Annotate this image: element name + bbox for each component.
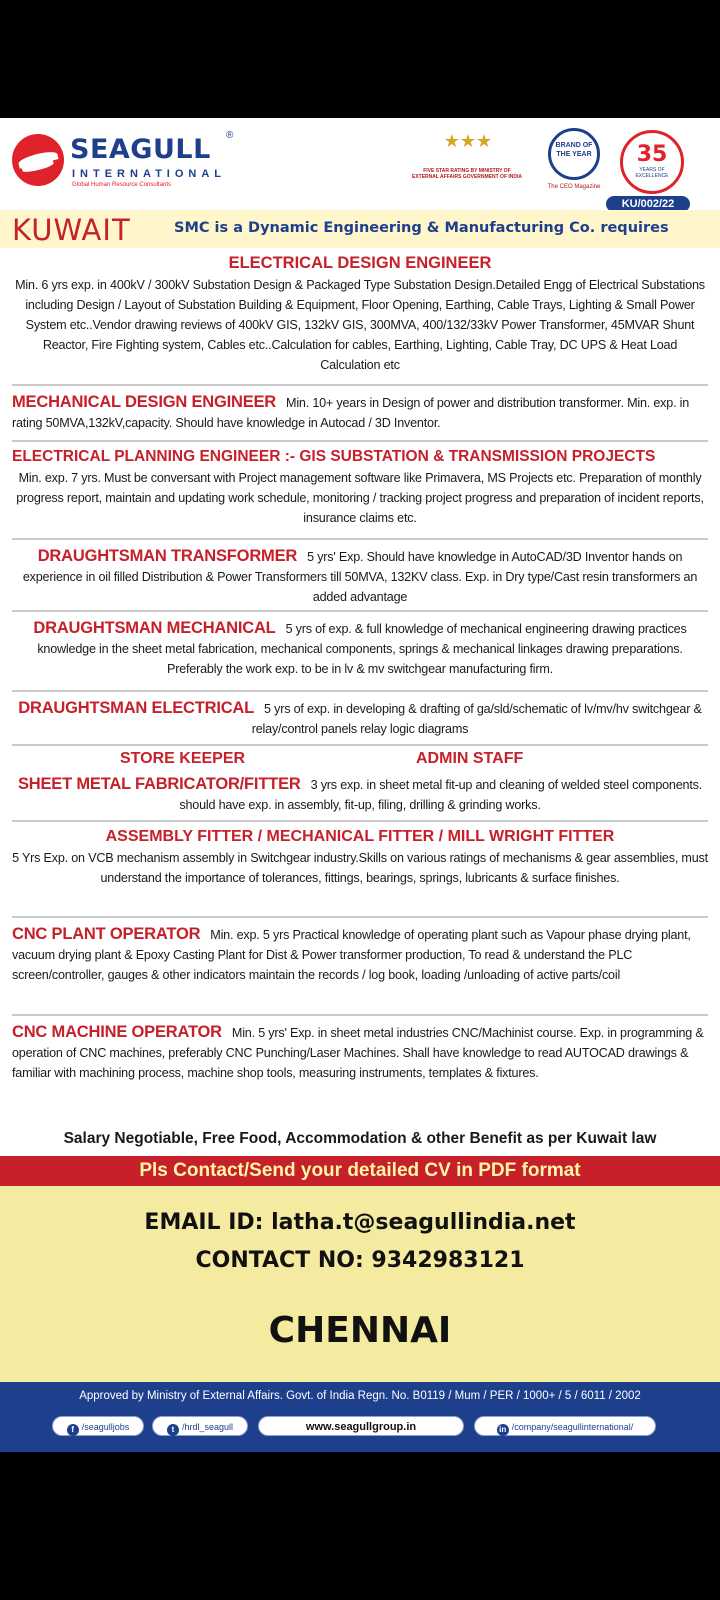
- job-mechanical-design-engineer: [12, 392, 708, 442]
- job-electrical-planning-engineer: [12, 448, 708, 540]
- country-banner: [0, 210, 720, 248]
- job-title: MECHANICAL DESIGN ENGINEER: [12, 393, 277, 411]
- job-cnc-plant-operator: [12, 924, 708, 1016]
- job-title: CNC MACHINE OPERATOR: [12, 1023, 222, 1041]
- contact-city: CHENNAI: [268, 1310, 452, 1351]
- ad-footer: [0, 1382, 720, 1452]
- company-intro: SMC is a Dynamic Engineering & Manufacturing Co. requires: [174, 220, 669, 236]
- job-cnc-machine-operator: [12, 1022, 708, 1126]
- job-electrical-design-engineer: [12, 254, 708, 386]
- job-description: Min. 5 yrs' Exp. in sheet metal industries CNC/Machinist course. Exp. in programming & operation of CNC machines, preferably CNC Punching/Laser Machines. Shall have knowledge to read AUTOCAD drawings & familiar with machining process, machine shop tools, measuring instruments, templates & fixtures.: [12, 1026, 704, 1080]
- top-black-bar: [0, 0, 720, 118]
- job-title: DRAUGHTSMAN ELECTRICAL: [18, 699, 255, 717]
- job-title: SHEET METAL FABRICATOR/FITTER: [17, 775, 301, 793]
- country-title: KUWAIT: [12, 213, 131, 247]
- facebook-icon: f: [67, 1424, 79, 1436]
- job-draughtsman-mechanical: [12, 618, 708, 692]
- job-description: 5 yrs of exp. in developing & drafting of ga/sld/schematic of lv/mv/hv switchgear & relay/control panels relay logic diagrams: [251, 702, 702, 736]
- twitter-handle: /hrdl_seagull: [181, 1422, 234, 1432]
- bottom-black-bar: [0, 1452, 720, 1600]
- seagull-logo-icon: [12, 134, 64, 186]
- job-description: Min. exp. 5 yrs Practical knowledge of operating plant such as Vapour phase drying plant, vacuum drying plant & Epoxy Casting Plant for Dist & Power transformer production, To read & understand the PLC screen/controller, gauges & other indicators maintain the records / log book, loading /unloading of active parts/coil: [12, 928, 691, 982]
- contact-section: [0, 1186, 720, 1382]
- job-description: Min. 6 yrs exp. in 400kV / 300kV Substation Design & Packaged Type Substation Design.Detailed Engg of Electrical Substations including Design / Layout of Substation Building & Equipment, Floor Opening, Earthing, Cable Trays, Lighting & Small Power System etc..Vendor drawing reviews of 400kV GIS, 132kV GIS, 300MVA, 400/132/33kV Power Transformer, 45MVAR Shunt Reactor, Fire Fighting system, Cables etc..Calculation for cables, Earthing, Lighting, Cable Tray, DC UPS & Heat Load Calculation etc: [15, 278, 705, 372]
- job-title: DRAUGHTSMAN MECHANICAL: [33, 619, 276, 637]
- social-links: [0, 1416, 720, 1438]
- job-description: 3 yrs exp. in sheet metal fit-up and cleaning of welded steel components. should have exp. in assembly, fit-up, filing, drilling & grinding works.: [179, 778, 703, 812]
- brand-badge-text: BRAND OF THE YEAR: [555, 142, 593, 158]
- star-rating-icon: ★★★: [443, 131, 493, 151]
- contact-email[interactable]: EMAIL ID: latha.t@seagullindia.net: [144, 1210, 576, 1235]
- star-rating-text: FIVE STAR RATING BY MINISTRY OF EXTERNAL AFFAIRS GOVERNMENT OF INDIA: [412, 168, 523, 180]
- job-assembly-fitter: [12, 828, 708, 918]
- role-store-keeper: STORE KEEPER: [120, 750, 246, 767]
- excellence-badge: [620, 130, 684, 194]
- job-title: CNC PLANT OPERATOR: [12, 925, 201, 943]
- logo-tagline: Global Human Resource Consultants: [72, 182, 172, 188]
- cta-banner: Pls Contact/Send your detailed CV in PDF format: [0, 1156, 720, 1186]
- logo-subtitle: INTERNATIONAL: [72, 168, 227, 180]
- linkedin-handle: /company/seagullinternational/: [511, 1422, 634, 1432]
- ad-header: [0, 118, 720, 210]
- twitter-icon: t: [167, 1424, 179, 1436]
- facebook-handle: /seagulljobs: [81, 1422, 130, 1432]
- extra-roles-row: [12, 748, 708, 772]
- job-advertisement: [0, 118, 720, 1452]
- job-description: 5 Yrs Exp. on VCB mechanism assembly in Switchgear industry.Skills on various ratings of mechanisms & gear assemblies, must understand the importance of tolerances, fittings, bearings, springs, lubricants & surface finishes.: [12, 851, 708, 885]
- excellence-number: 35: [636, 142, 668, 167]
- brand-caption: The CEO Magazine: [547, 184, 601, 190]
- linkedin-icon: in: [497, 1424, 509, 1436]
- job-sheet-metal-fabricator: [12, 774, 708, 822]
- job-description: 5 yrs' Exp. Should have knowledge in AutoCAD/3D Inventor hands on experience in oil filled Distribution & Power Transformers till 50MVA, 132KV class. Exp. in Dry type/Cast resin transformers an added advantage: [22, 550, 698, 604]
- role-admin-staff: ADMIN STAFF: [416, 750, 524, 767]
- brand-of-year-badge: [548, 128, 600, 180]
- job-title: ASSEMBLY FITTER / MECHANICAL FITTER / MILL WRIGHT FITTER: [105, 828, 615, 845]
- job-title: DRAUGHTSMAN TRANSFORMER: [37, 547, 298, 565]
- approval-text: Approved by Ministry of External Affairs. Govt. of India Regn. No. B0119 / Mum / PER / 1000+ / 5 / 6011 / 2002: [79, 1390, 641, 1402]
- excellence-label: YEARS OF EXCELLENCE: [635, 167, 669, 179]
- job-description: 5 yrs of exp. & full knowledge of mechanical engineering drawing practices knowledge in the sheet metal fabrication, mechanical components, springs & mechanical linkages drawing preparations. Preferably the work exp. to be in lv & mv switchgear manufacturing firm.: [37, 622, 687, 676]
- job-description: Min. 10+ years in Design of power and distribution transformer. Min. exp. in rating 50MVA,132kV,capacity. Should have knowledge in Autocad / 3D Inventor.: [12, 396, 690, 430]
- job-title: ELECTRICAL DESIGN ENGINEER: [228, 254, 492, 272]
- logo-name: SEAGULL: [70, 134, 211, 165]
- facebook-link[interactable]: [52, 1416, 144, 1436]
- benefits-line: Salary Negotiable, Free Food, Accommodation & other Benefit as per Kuwait law: [63, 1130, 657, 1147]
- registered-mark: ®: [226, 130, 234, 141]
- website-link[interactable]: www.seagullgroup.in: [258, 1416, 464, 1436]
- reference-code: KU/002/22: [606, 196, 690, 212]
- twitter-link[interactable]: [152, 1416, 248, 1436]
- job-description: Min. exp. 7 yrs. Must be conversant with Project management software like Primavera, MS Projects etc. Preparation of monthly progress report, maintain and updating work schedule, monitoring / tracking project progress and preparation of incident reports, insurance claims etc.: [16, 471, 704, 525]
- contact-phone[interactable]: CONTACT NO: 9342983121: [195, 1248, 525, 1273]
- job-draughtsman-electrical: [12, 698, 708, 746]
- job-draughtsman-transformer: [12, 546, 708, 612]
- linkedin-link[interactable]: [474, 1416, 656, 1436]
- job-title: ELECTRICAL PLANNING ENGINEER :- GIS SUBSTATION & TRANSMISSION PROJECTS: [12, 448, 656, 465]
